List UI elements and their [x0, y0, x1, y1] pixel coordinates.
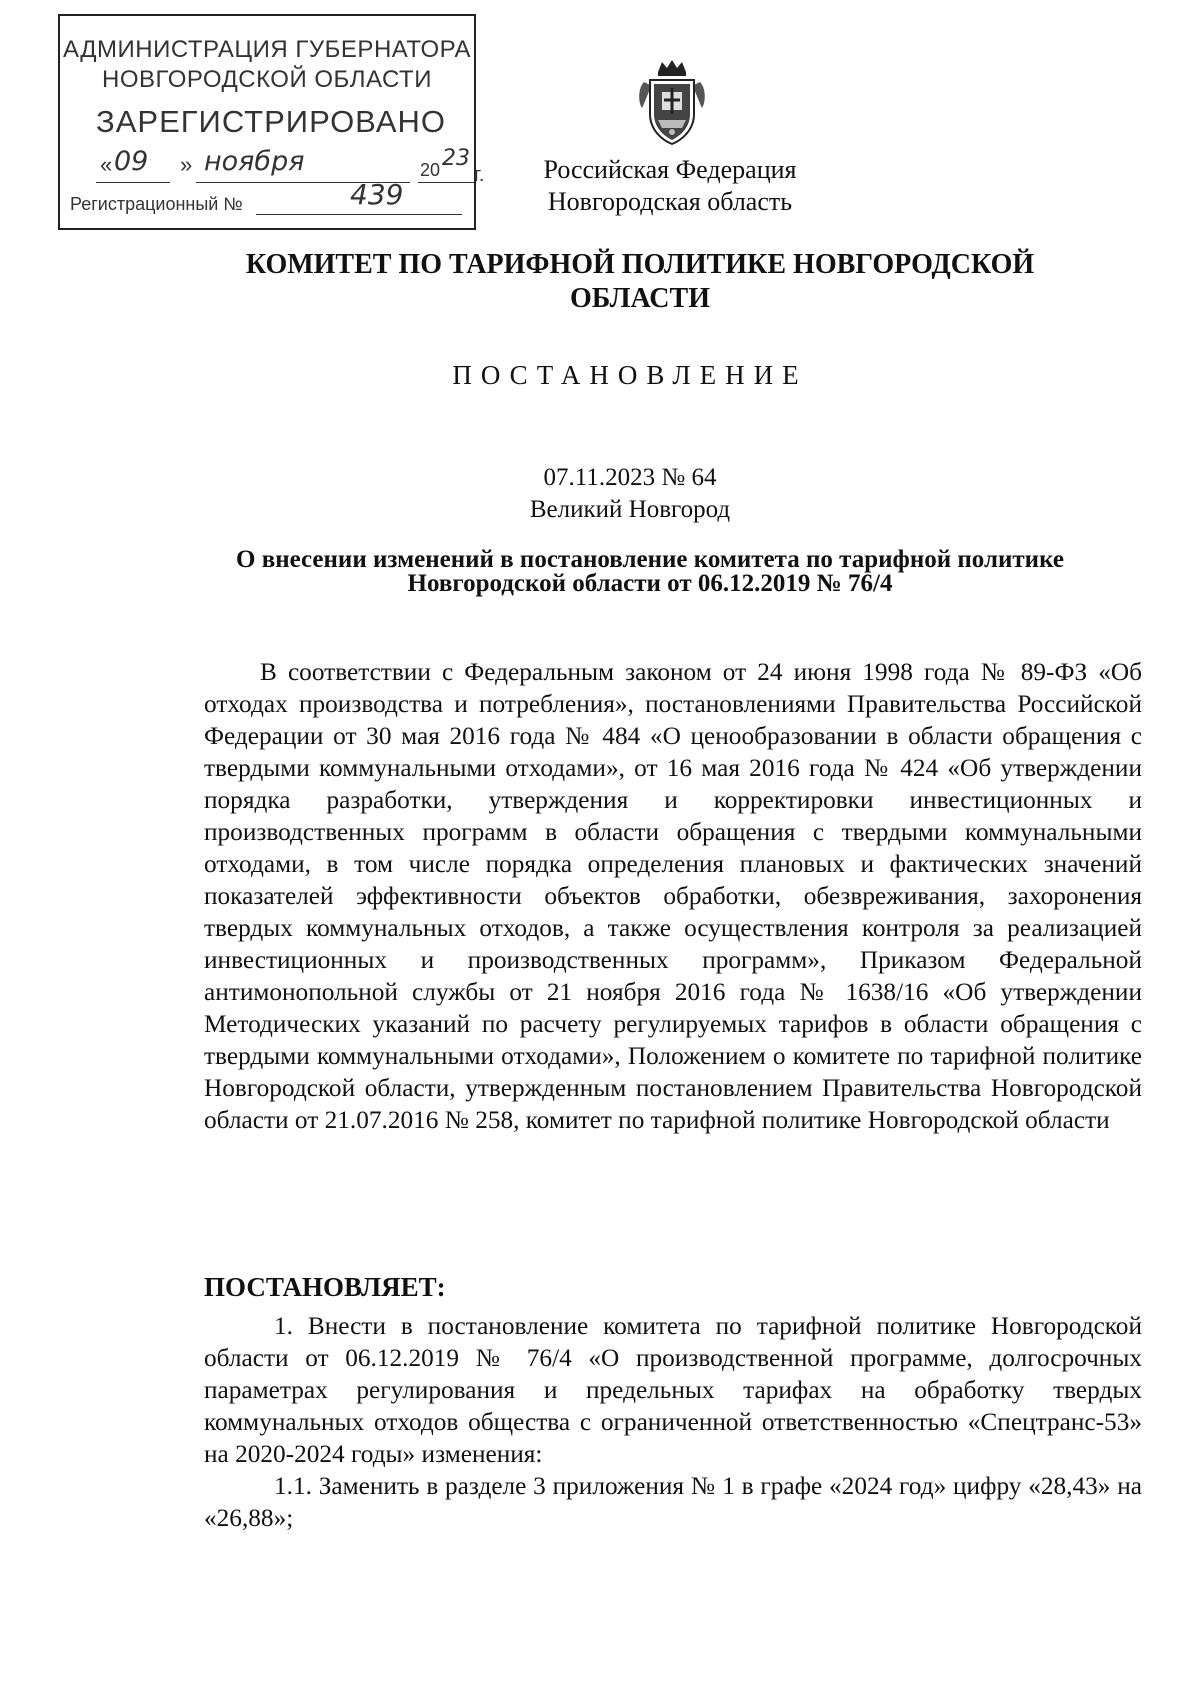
stamp-underline-number: [256, 214, 462, 215]
date-number-block: [420, 462, 840, 526]
stamp-status: ЗАРЕГИСТРИРОВАНО: [96, 104, 447, 139]
country-region-block: [480, 154, 860, 218]
region-name: Новгородская область: [547, 187, 793, 216]
country-name: Российская Федерация: [543, 155, 797, 184]
stamp-date-day: 09: [114, 146, 149, 177]
stamp-line-2: НОВГОРОДСКОЙ ОБЛАСТИ: [102, 66, 432, 93]
committee-title: КОМИТЕТ ПО ТАРИФНОЙ ПОЛИТИКЕ НОВГОРОДСКОЙ ОБЛАСТИ: [245, 249, 1035, 314]
stamp-year-suffix: 23: [442, 146, 470, 171]
stamp-quote-open: «: [100, 152, 113, 177]
stamp-line-1: АДМИНИСТРАЦИЯ ГУБЕРНАТОРА: [62, 36, 472, 63]
decree-heading: ПОСТАНОВЛЯЕТ:: [204, 1272, 446, 1302]
document-city: Великий Новгород: [529, 496, 731, 523]
stamp-reg-label: Регистрационный №: [70, 194, 243, 214]
preamble-paragraph: В соответствии с Федеральным законом от 24 июня 1998 года № 89-ФЗ «Об отходах производства и потребления», постановлениями Правительства Российской Федерации от 30 мая 2016 года № 484 «О ценообразовании в области обращения с твердыми коммунальными отходами», от 16 мая 2016 года № 424 «Об утверждении порядка разработки, утверждения и корректировки инвестиционных и производственных программ в области обращения с твердыми коммунальными отходами, в том числе порядка определения плановых и фактических значений показателей эффективности объектов обработки, обезвреживания, захоронения твердых коммунальных отходов, а также осуществления контроля за реализацией инвестиционных и производственных программ», Приказом Федеральной антимонопольной службы от 21 ноября 2016 года № 1638/16 «Об утверждении Методических указаний по расчету регулируемых тарифов в области обращения с твердыми коммунальными отходами», Положением о комитете по тарифной политике Новгородской области, утвержденным постановлением Правительства Новгородской области от 21.07.2016 № 258, комитет по тарифной политике Новгородской области: [204, 658, 1142, 1134]
document-type: ПОСТАНОВЛЕНИЕ: [452, 360, 808, 390]
document-date-number: 07.11.2023 № 64: [543, 464, 717, 491]
decree-item-1-1: 1.1. Заменить в разделе 3 приложения № 1 в графе «2024 год» цифру «28,43» на «26,88»;: [204, 1472, 1142, 1532]
stamp-quote-close: »: [180, 152, 193, 177]
stamp-year-unit: г.: [474, 164, 485, 186]
document-subject: О внесении изменений в постановление комитета по тарифной политике Новгородской области от 06.12.2019 № 76/4: [236, 546, 1064, 597]
registration-stamp: [58, 14, 485, 230]
stamp-reg-number: 439: [350, 178, 404, 211]
stamp-year-prefix: 20: [420, 160, 441, 180]
coat-of-arms-icon: [636, 58, 708, 152]
decree-item-1: 1. Внести в постановление комитета по тарифной политике Новгородской области от 06.12.2019 № 76/4 «О производственной программе, долгосрочных параметрах регулирования и предельных тарифах на обработку твердых коммунальных отходов общества с ограниченной ответственностью «Спецтранс-53» на 2020-2024 годы» изменения:: [204, 1312, 1142, 1468]
stamp-underline-day: [96, 182, 170, 183]
stamp-underline-year: [418, 182, 474, 183]
stamp-date-month: ноября: [204, 146, 305, 177]
